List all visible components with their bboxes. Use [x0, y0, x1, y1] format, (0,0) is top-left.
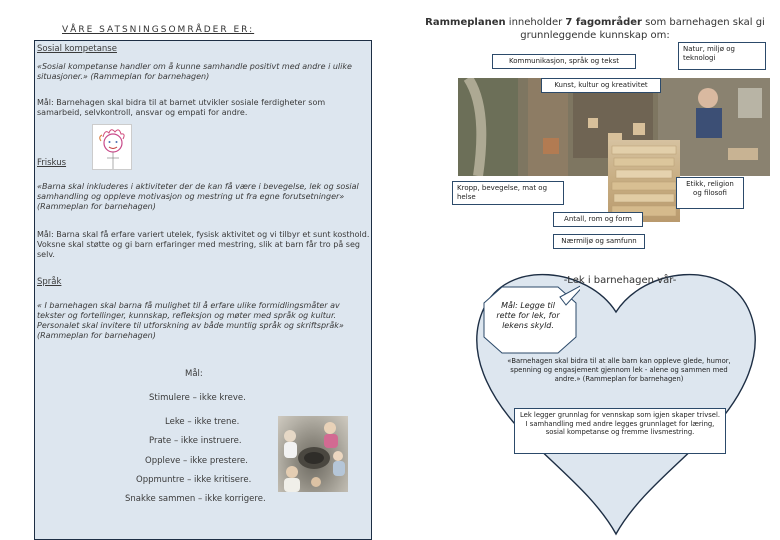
title-fagomrader: 7 fagområder [565, 17, 642, 28]
area-chip-narmiljo: Nærmiljø og samfunn [553, 234, 645, 249]
lek-info-box: Lek legger grunnlag for vennskap som igjen skaper trivsel. I samhandling med andre legges grunnlaget for læring, sosial kompetanse og fremme livsmestring. [514, 408, 726, 454]
left-title: VÅRE SATSNINGSOMRÅDER ER: [62, 25, 255, 35]
sprak-goal-item: Leke – ikke trene. [165, 417, 240, 427]
area-chip-kunst: Kunst, kultur og kreativitet [541, 78, 661, 93]
lek-title: -Lek i barnehagen vår- [563, 275, 677, 286]
area-chip-kropp: Kropp, bevegelse, mat og helse [452, 181, 564, 205]
area-chip-kommunikasjon: Kommunikasjon, språk og tekst [492, 54, 636, 69]
children-playing-photo [278, 416, 348, 492]
sosial-goal: Mål: Barnehagen skal bidra til at barnet utvikler sosiale ferdigheter som samarbeid, selvkontroll, ansvar og empati for andre. [37, 98, 326, 117]
title-mid: inneholder [505, 17, 566, 28]
sprak-goal-item: Oppleve – ikke prestere. [145, 456, 248, 466]
sprak-goal-item: Oppmuntre – ikke kritisere. [136, 475, 252, 485]
sosial-heading: Sosial kompetanse [37, 44, 117, 54]
friskus-heading: Friskus [37, 158, 67, 168]
sprak-quote: « I barnehagen skal barna få mulighet til å erfare ulike formidlingsmåter av tekster og fortellinger, kunnskap, refleksjon og møter med språk og kultur. Personalet skal invitere til utforskning av både muntlig språk og skriftspråk» (Rammeplan for barnehagen) [37, 301, 344, 340]
child-drawing-image [92, 124, 132, 170]
sprak-goal-item: Prate – ikke instruere. [149, 436, 242, 446]
area-chip-etikk: Etikk, religion og filosofi [676, 177, 744, 209]
lek-goal-text: Mål: Legge til rette for lek, for lekens skyld. [496, 301, 560, 330]
friskus-quote: «Barna skal inkluderes i aktiviteter der de kan få være i bevegelse, lek og sosial samhandling og oppleve motivasjon og mestring ut fra egne forutsetninger» (Rammeplan for barnehagen) [37, 182, 359, 211]
framework-title [410, 16, 780, 42]
sprak-heading: Språk [37, 277, 62, 287]
title-rest: som barnehagen skal gi grunnleggende kunnskap om: [520, 17, 765, 41]
sosial-quote: «Sosial kompetanse handler om å kunne samhandle positivt med andre i ulike situasjoner.» (Rammeplan for barnehagen) [37, 62, 352, 81]
area-chip-antall: Antall, rom og form [553, 212, 643, 227]
sprak-goal-item: Snakke sammen – ikke korrigere. [125, 494, 266, 504]
sprak-goal-item: Stimulere – ikke kreve. [149, 393, 246, 403]
lek-quote: «Barnehagen skal bidra til at alle barn kan oppleve glede, humor, spenning og engasjement gjennom lek - alene og sammen med andre.» (Rammeplan for barnehagen) [507, 357, 731, 383]
area-chip-natur: Natur, miljø og teknologi [678, 42, 766, 70]
title-rammeplanen: Rammeplanen [425, 17, 506, 28]
friskus-goal: Mål: Barna skal få erfare variert utelek, fysisk aktivitet og vi tilbyr et sunt kosthold. Voksne skal støtte og gi barn erfaringer med mestring, slik at barn får tro på seg selv. [37, 230, 370, 259]
wooden-blocks-photo [608, 140, 680, 222]
sprak-goal-label: Mål: [185, 369, 203, 379]
